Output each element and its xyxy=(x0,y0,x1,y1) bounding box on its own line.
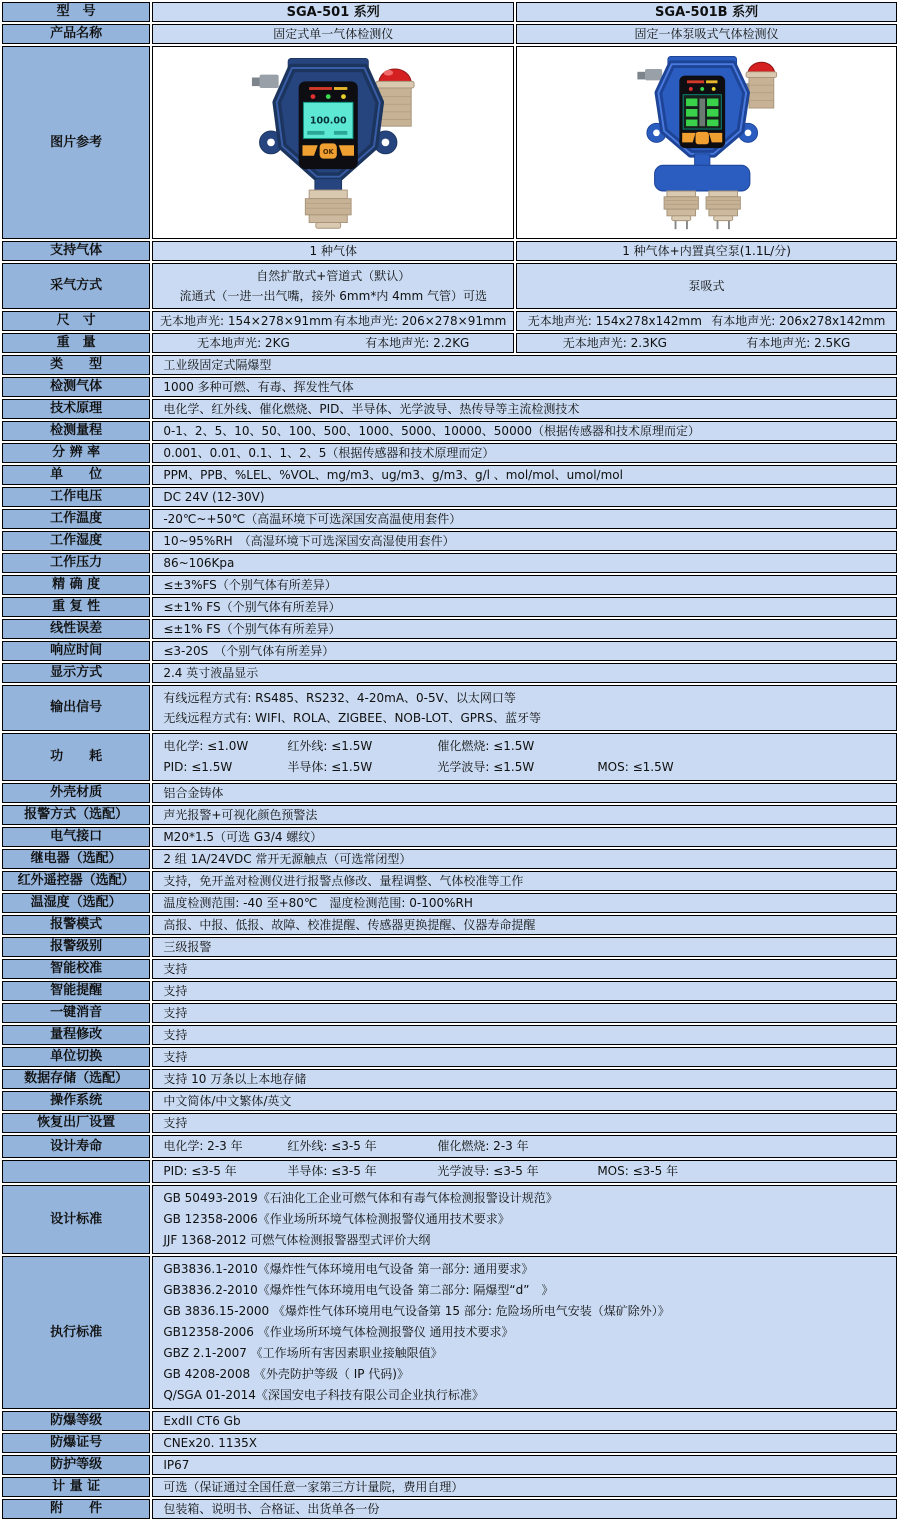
row-value: 2 组 1A/24VDC 常开无源触点（可选常闭型） xyxy=(152,849,897,869)
detector-photo-sga501 xyxy=(152,46,514,239)
row-value: 包装箱、说明书、合格证、出货单各一份 xyxy=(152,1499,897,1519)
table-row-lifespan-1 xyxy=(2,1135,897,1158)
lifespan-line2 xyxy=(152,1160,897,1183)
row-value: ≤±1% FS（个别气体有所差异） xyxy=(152,597,897,617)
row-value: 三级报警 xyxy=(152,937,897,957)
sampling-s1-line2: 流通式（一进一出气嘴，接外 6mm*内 4mm 气管）可选 xyxy=(179,289,487,303)
row-value: 支持，免开盖对检测仪进行报警点修改、量程调整、气体校准等工作 xyxy=(152,871,897,891)
row-label: 报警级别 xyxy=(2,937,150,957)
table-row xyxy=(2,1455,897,1475)
row-value: 1000 多种可燃、有毒、挥发性气体 xyxy=(152,377,897,397)
row-value: 0-1、2、5、10、50、100、500、1000、5000、10000、50000（根据传感器和技术原理而定） xyxy=(152,421,897,441)
row-value: 2.4 英寸液晶显示 xyxy=(152,663,897,683)
table-row xyxy=(2,465,897,485)
power-item: 电化学: ≤1.0W xyxy=(163,739,249,753)
lifespan-item: 半导体: ≤3-5 年 xyxy=(287,1164,377,1178)
table-row xyxy=(2,641,897,661)
lifespan-line1 xyxy=(152,1135,897,1158)
brand-logo xyxy=(309,87,347,90)
row-value: 0.001、0.01、0.1、1、2、5（根据传感器和技术原理而定） xyxy=(152,443,897,463)
row-label: 继电器（选配） xyxy=(2,849,150,869)
row-label: 智能校准 xyxy=(2,959,150,979)
row-label: 外壳材质 xyxy=(2,783,150,803)
brand-logo xyxy=(687,80,718,83)
row-value: -20℃~+50℃（高温环境下可选深国安高温使用套件） xyxy=(152,509,897,529)
table-row xyxy=(2,575,897,595)
row-value: IP67 xyxy=(152,1455,897,1475)
gas-sensor-icon xyxy=(664,191,698,229)
lifespan-item: MOS: ≤3-5 年 xyxy=(597,1164,679,1178)
product-name-s2: 固定一体泵吸式气体检测仪 xyxy=(516,24,897,44)
power-item: 催化燃烧: ≤1.5W xyxy=(437,739,535,753)
row-label: 恢复出厂设置 xyxy=(2,1113,150,1133)
table-row xyxy=(2,1047,897,1067)
standard-line: GB 3836.15-2000 《爆炸性气体环境用电气设备第 15 部分: 危险场所电气安装（煤矿除外）》 xyxy=(163,1304,670,1318)
table-row-dimensions xyxy=(2,311,897,331)
table-row xyxy=(2,871,897,891)
row-value: M20*1.5（可选 G3/4 螺纹） xyxy=(152,827,897,847)
row-value: 86~106Kpa xyxy=(152,553,897,573)
sampling-s1 xyxy=(152,263,514,309)
row-value: PPM、PPB、%LEL、%VOL、mg/m3、ug/m3、g/m3、g/l 、mol/mol、umol/mol xyxy=(152,465,897,485)
table-row xyxy=(2,1113,897,1133)
row-label: 精 确 度 xyxy=(2,575,150,595)
pump-base xyxy=(654,165,749,191)
sampling-s1-line1: 自然扩散式+管道式（默认） xyxy=(256,269,411,283)
standard-line: GBZ 2.1-2007 《工作场所有害因素职业接触限值》 xyxy=(163,1346,443,1360)
row-label: 响应时间 xyxy=(2,641,150,661)
row-value: 支持 xyxy=(152,1003,897,1023)
table-row xyxy=(2,1091,897,1111)
table-row xyxy=(2,1003,897,1023)
sampling-s2: 泵吸式 xyxy=(516,263,897,309)
standard-line: GB12358-2006 《作业场所环境气体检测报警仪 通用技术要求》 xyxy=(163,1325,514,1339)
lifespan-item: 电化学: 2-3 年 xyxy=(163,1139,243,1153)
row-label: 操作系统 xyxy=(2,1091,150,1111)
row-label: 输出信号 xyxy=(2,685,150,731)
table-row-lifespan-2 xyxy=(2,1160,897,1183)
row-value: 工业级固定式隔爆型 xyxy=(152,355,897,375)
supported-gas-s1: 1 种气体 xyxy=(152,241,514,261)
row-label-empty xyxy=(2,1160,150,1183)
screen-reading: 100.00 xyxy=(310,115,347,127)
dimensions-with-alarm: 有本地声光: 206×278×91mm xyxy=(333,313,507,328)
row-label: 类 型 xyxy=(2,355,150,375)
table-row xyxy=(2,849,897,869)
detector-photo-sga501b xyxy=(516,46,897,239)
ok-button-label: OK xyxy=(323,147,334,156)
row-label: 单 位 xyxy=(2,465,150,485)
row-value: ≤±1% FS（个别气体有所差异） xyxy=(152,619,897,639)
detector-illustration-sga501b xyxy=(597,47,817,233)
row-label: 检测气体 xyxy=(2,377,150,397)
table-row xyxy=(2,509,897,529)
lifespan-item: 红外线: ≤3-5 年 xyxy=(287,1139,377,1153)
table-row-image xyxy=(2,46,897,239)
exec-standard-value xyxy=(152,1256,897,1409)
standard-line: GB3836.2-2010《爆炸性气体环境用电气设备 第二部分: 隔爆型“d” 》 xyxy=(163,1283,554,1297)
table-row xyxy=(2,553,897,573)
wireless-output-line: 无线远程方式有: WIFI、ROLA、ZIGBEE、NOB-LOT、GPRS、蓝牙等 xyxy=(163,711,541,725)
row-label: 智能提醒 xyxy=(2,981,150,1001)
table-row-power xyxy=(2,733,897,781)
table-row xyxy=(2,937,897,957)
table-row xyxy=(2,915,897,935)
table-row xyxy=(2,597,897,617)
table-row xyxy=(2,1025,897,1045)
dimensions-s1 xyxy=(152,311,514,331)
row-label: 数据存储（选配） xyxy=(2,1069,150,1089)
product-name-s1: 固定式单一气体检测仪 xyxy=(152,24,514,44)
power-item: 半导体: ≤1.5W xyxy=(287,760,373,774)
lifespan-item: 光学波导: ≤3-5 年 xyxy=(437,1164,539,1178)
row-value: 电化学、红外线、催化燃烧、PID、半导体、光学波导、热传导等主流检测技术 xyxy=(152,399,897,419)
weight-s2 xyxy=(516,333,897,353)
row-label: 报警模式 xyxy=(2,915,150,935)
row-label: 尺 寸 xyxy=(2,311,150,331)
row-label: 防爆等级 xyxy=(2,1411,150,1431)
table-row xyxy=(2,487,897,507)
row-label: 工作压力 xyxy=(2,553,150,573)
row-label: 重 复 性 xyxy=(2,597,150,617)
table-row xyxy=(2,1499,897,1519)
row-label: 工作湿度 xyxy=(2,531,150,551)
weight-s1 xyxy=(152,333,514,353)
weight-no-alarm: 无本地声光: 2.3KG xyxy=(562,335,667,350)
dimensions-no-alarm: 无本地声光: 154x278x142mm xyxy=(527,313,702,328)
table-row xyxy=(2,1411,897,1431)
row-label-model: 型 号 xyxy=(2,2,150,22)
output-signal-value xyxy=(152,685,897,731)
row-label: 工作温度 xyxy=(2,509,150,529)
table-row xyxy=(2,619,897,639)
dimensions-with-alarm: 有本地声光: 206x278x142mm xyxy=(711,313,886,328)
table-row-supported-gas xyxy=(2,241,897,261)
row-label: 显示方式 xyxy=(2,663,150,683)
table-row xyxy=(2,421,897,441)
table-row-weight xyxy=(2,333,897,353)
table-row xyxy=(2,443,897,463)
row-label: 报警方式（选配） xyxy=(2,805,150,825)
row-value: 支持 xyxy=(152,1113,897,1133)
design-standard-value xyxy=(152,1185,897,1254)
row-value: 高报、中报、低报、故障、校准提醒、传感器更换提醒、仪器寿命提醒 xyxy=(152,915,897,935)
lcd-screen xyxy=(304,102,354,138)
table-row xyxy=(2,959,897,979)
row-value: 支持 xyxy=(152,1025,897,1045)
row-value: 支持 xyxy=(152,1047,897,1067)
row-value: 10~95%RH （高湿环境下可选深国安高湿使用套件） xyxy=(152,531,897,551)
gas-sensor-icon xyxy=(706,191,740,229)
row-value: 铝合金铸体 xyxy=(152,783,897,803)
row-label: 一键消音 xyxy=(2,1003,150,1023)
row-label: 防护等级 xyxy=(2,1455,150,1475)
row-label: 附 件 xyxy=(2,1499,150,1519)
row-label: 检测量程 xyxy=(2,421,150,441)
row-value: ≤3-20S （个别气体有所差异） xyxy=(152,641,897,661)
power-item: MOS: ≤1.5W xyxy=(597,760,674,774)
table-row-exec-standard xyxy=(2,1256,897,1409)
table-row-design-standard xyxy=(2,1185,897,1254)
row-label: 分 辨 率 xyxy=(2,443,150,463)
table-row-sampling xyxy=(2,263,897,309)
row-value: 可选（保证通过全国任意一家第三方计量院，费用自理） xyxy=(152,1477,897,1497)
row-label-image: 图片参考 xyxy=(2,46,150,239)
standard-line: JJF 1368-2012 可燃气体检测报警器型式评价大纲 xyxy=(163,1233,431,1247)
standard-line: GB3836.1-2010《爆炸性气体环境用电气设备 第一部分: 通用要求》 xyxy=(163,1262,534,1276)
detector-illustration-sga501 xyxy=(223,47,443,233)
row-value: 温度检测范围: -40 至+80℃ 湿度检测范围: 0-100%RH xyxy=(152,893,897,913)
row-label: 功 耗 xyxy=(2,733,150,781)
standard-line: GB 4208-2008 《外壳防护等级（ IP 代码)》 xyxy=(163,1367,409,1381)
gas-sensor-icon xyxy=(306,190,352,228)
standard-line: GB 50493-2019《石油化工企业可燃气体和有毒气体检测报警设计规范》 xyxy=(163,1191,558,1205)
row-label: 单位切换 xyxy=(2,1047,150,1067)
row-label: 红外遥控器（选配） xyxy=(2,871,150,891)
table-row xyxy=(2,663,897,683)
table-row xyxy=(2,377,897,397)
table-row xyxy=(2,1477,897,1497)
weight-with-alarm: 有本地声光: 2.5KG xyxy=(746,335,851,350)
table-row xyxy=(2,399,897,419)
power-item: PID: ≤1.5W xyxy=(163,760,233,774)
row-label: 技术原理 xyxy=(2,399,150,419)
power-item: 光学波导: ≤1.5W xyxy=(437,760,535,774)
row-value: 支持 xyxy=(152,959,897,979)
table-row-product-name xyxy=(2,24,897,44)
row-label: 设计寿命 xyxy=(2,1135,150,1158)
dimensions-no-alarm: 无本地声光: 154×278×91mm xyxy=(160,313,333,328)
series1-title: SGA-501 系列 xyxy=(152,2,514,22)
table-row-model xyxy=(2,2,897,22)
table-row xyxy=(2,1433,897,1453)
row-label: 线性误差 xyxy=(2,619,150,639)
row-label: 温湿度（选配） xyxy=(2,893,150,913)
power-item: 红外线: ≤1.5W xyxy=(287,739,373,753)
row-value: ExdII CT6 Gb xyxy=(152,1411,897,1431)
weight-no-alarm: 无本地声光: 2KG xyxy=(197,335,290,350)
table-row xyxy=(2,827,897,847)
row-label: 设计标准 xyxy=(2,1185,150,1254)
wired-output-line: 有线远程方式有: RS485、RS232、4-20mA、0-5V、以太网口等 xyxy=(163,691,516,705)
table-row-output-signal xyxy=(2,685,897,731)
row-label: 重 量 xyxy=(2,333,150,353)
standard-line: GB 12358-2006《作业场所环境气体检测报警仪通用技术要求》 xyxy=(163,1212,510,1226)
row-value: CNEx20. 1135X xyxy=(152,1433,897,1453)
table-row xyxy=(2,805,897,825)
power-value xyxy=(152,733,897,781)
row-label: 计 量 证 xyxy=(2,1477,150,1497)
lcd-screen xyxy=(683,95,721,129)
table-row xyxy=(2,981,897,1001)
row-label: 支持气体 xyxy=(2,241,150,261)
row-label: 防爆证号 xyxy=(2,1433,150,1453)
table-row xyxy=(2,355,897,375)
row-label: 量程修改 xyxy=(2,1025,150,1045)
row-label: 采气方式 xyxy=(2,263,150,309)
lifespan-item: 催化燃烧: 2-3 年 xyxy=(437,1139,529,1153)
row-value: 中文简体/中文繁体/英文 xyxy=(152,1091,897,1111)
table-row xyxy=(2,783,897,803)
row-label: 电气接口 xyxy=(2,827,150,847)
row-value: DC 24V (12-30V) xyxy=(152,487,897,507)
row-label-product: 产品名称 xyxy=(2,24,150,44)
supported-gas-s2: 1 种气体+内置真空泵(1.1L/分) xyxy=(516,241,897,261)
lifespan-item: PID: ≤3-5 年 xyxy=(163,1164,237,1178)
table-row xyxy=(2,1069,897,1089)
row-value: 声光报警+可视化颜色预警法 xyxy=(152,805,897,825)
alarm-beacon-icon xyxy=(746,62,777,108)
weight-with-alarm: 有本地声光: 2.2KG xyxy=(365,335,470,350)
standard-line: Q/SGA 01-2014《深国安电子科技有限公司企业执行标准》 xyxy=(163,1388,484,1402)
table-row xyxy=(2,531,897,551)
row-value: 支持 10 万条以上本地存储 xyxy=(152,1069,897,1089)
series2-title: SGA-501B 系列 xyxy=(516,2,897,22)
row-value: 支持 xyxy=(152,981,897,1001)
table-row xyxy=(2,893,897,913)
row-value: ≤±3%FS（个别气体有所差异） xyxy=(152,575,897,595)
dimensions-s2 xyxy=(516,311,897,331)
row-label: 工作电压 xyxy=(2,487,150,507)
row-label: 执行标准 xyxy=(2,1256,150,1409)
